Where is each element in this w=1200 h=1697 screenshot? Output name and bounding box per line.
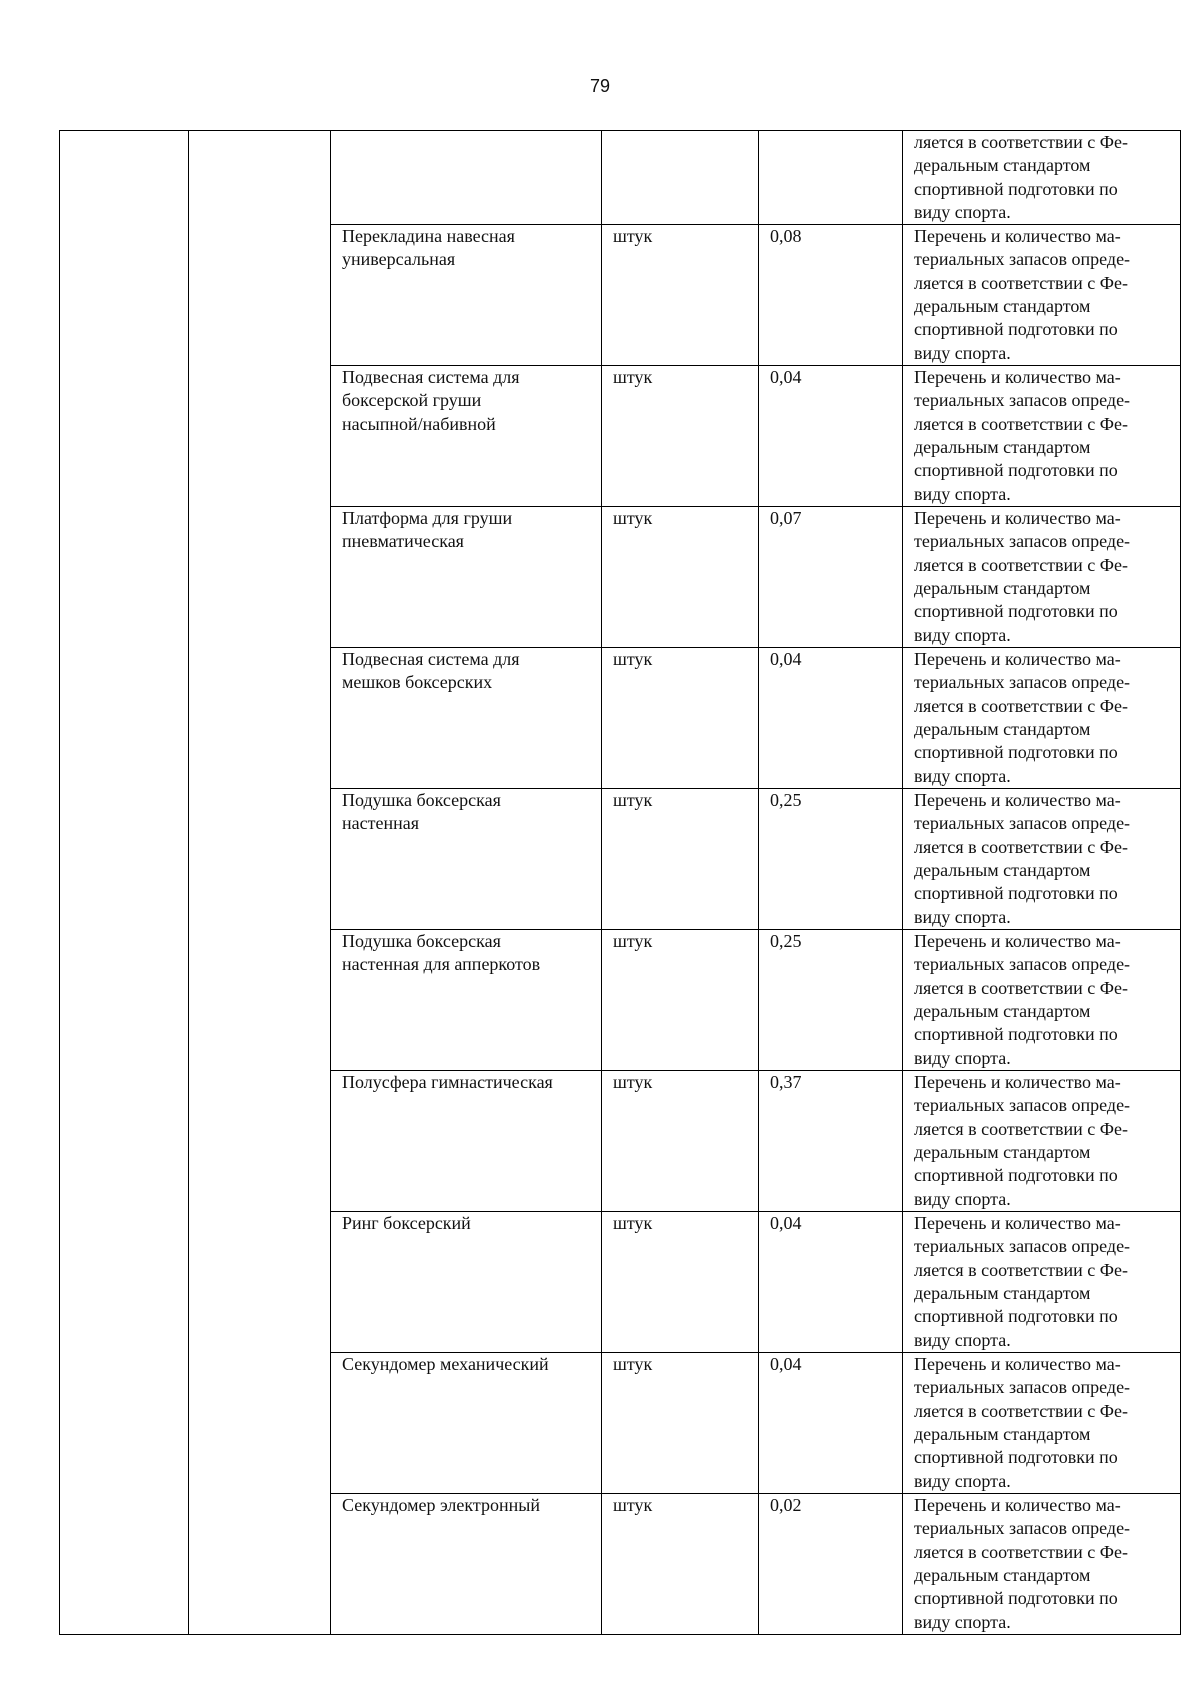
col1-cell bbox=[60, 366, 189, 507]
note-line: териальных запасов опреде- bbox=[914, 954, 1131, 975]
note-line: ляется в соответствии с Фе- bbox=[914, 1118, 1129, 1139]
table-row bbox=[60, 1071, 1181, 1212]
note-line: териальных запасов опреде- bbox=[914, 1518, 1131, 1539]
unit-cell: штук bbox=[602, 507, 759, 648]
name-cell bbox=[331, 131, 602, 225]
note-line: виду спорта. bbox=[914, 1047, 1011, 1068]
note-line: спортивной подготовки по bbox=[914, 1165, 1118, 1186]
note-line: деральным стандартом bbox=[914, 1283, 1091, 1304]
note-line: деральным стандартом bbox=[914, 437, 1091, 458]
note-line: Перечень и количество ма- bbox=[914, 508, 1121, 529]
note-line: Перечень и количество ма- bbox=[914, 1072, 1121, 1093]
value-cell: 0,07 bbox=[759, 507, 903, 648]
item-name-line: Секундомер электронный bbox=[342, 1495, 540, 1516]
note-line: ляется в соответствии с Фе- bbox=[914, 695, 1129, 716]
unit-cell: штук bbox=[602, 1353, 759, 1494]
col1-cell bbox=[60, 1212, 189, 1353]
note-line: деральным стандартом bbox=[914, 1565, 1091, 1586]
note-line: спортивной подготовки по bbox=[914, 1447, 1118, 1468]
item-name-line: Подушка боксерская bbox=[342, 931, 501, 952]
note-line: спортивной подготовки по bbox=[914, 460, 1118, 481]
col1-cell bbox=[60, 648, 189, 789]
table-row bbox=[60, 1353, 1181, 1494]
unit-cell bbox=[602, 131, 759, 225]
value-cell bbox=[759, 131, 903, 225]
item-name-line: мешков боксерских bbox=[342, 672, 493, 693]
col2-cell bbox=[189, 225, 331, 366]
col1-cell bbox=[60, 1494, 189, 1635]
name-cell bbox=[331, 1071, 602, 1212]
note-line: ляется в соответствии с Фе- bbox=[914, 1400, 1129, 1421]
item-name-line: Секундомер механический bbox=[342, 1354, 549, 1375]
note-line: Перечень и количество ма- bbox=[914, 367, 1121, 388]
name-cell bbox=[331, 648, 602, 789]
note-cell bbox=[903, 1353, 1181, 1494]
col2-cell bbox=[189, 789, 331, 930]
col2-cell bbox=[189, 1353, 331, 1494]
table-row bbox=[60, 930, 1181, 1071]
note-line: спортивной подготовки по bbox=[914, 883, 1118, 904]
note-line: ляется в соответствии с Фе- bbox=[914, 977, 1129, 998]
col2-cell bbox=[189, 507, 331, 648]
note-line: Перечень и количество ма- bbox=[914, 649, 1121, 670]
note-line: виду спорта. bbox=[914, 906, 1011, 927]
col1-cell bbox=[60, 131, 189, 225]
note-line: спортивной подготовки по bbox=[914, 601, 1118, 622]
name-cell bbox=[331, 789, 602, 930]
col1-cell bbox=[60, 1071, 189, 1212]
table-row bbox=[60, 1494, 1181, 1635]
unit-cell: штук bbox=[602, 1212, 759, 1353]
name-cell bbox=[331, 1494, 602, 1635]
value-cell: 0,25 bbox=[759, 930, 903, 1071]
note-line: деральным стандартом bbox=[914, 1424, 1091, 1445]
note-line: деральным стандартом bbox=[914, 155, 1091, 176]
note-line: териальных запасов опреде- bbox=[914, 1377, 1131, 1398]
note-line: териальных запасов опреде- bbox=[914, 1095, 1131, 1116]
note-cell bbox=[903, 366, 1181, 507]
note-line: Перечень и количество ма- bbox=[914, 1495, 1121, 1516]
col1-cell bbox=[60, 1353, 189, 1494]
name-cell bbox=[331, 507, 602, 648]
item-name-line: пневматическая bbox=[342, 531, 464, 552]
note-line: Перечень и количество ма- bbox=[914, 226, 1121, 247]
note-line: Перечень и количество ма- bbox=[914, 1354, 1121, 1375]
name-cell bbox=[331, 1353, 602, 1494]
note-line: териальных запасов опреде- bbox=[914, 390, 1131, 411]
unit-cell: штук bbox=[602, 1494, 759, 1635]
name-cell bbox=[331, 1212, 602, 1353]
value-cell: 0,25 bbox=[759, 789, 903, 930]
col2-cell bbox=[189, 1071, 331, 1212]
col2-cell bbox=[189, 131, 331, 225]
note-line: териальных запасов опреде- bbox=[914, 813, 1131, 834]
name-cell bbox=[331, 930, 602, 1071]
item-name-line: Подвесная система для bbox=[342, 367, 520, 388]
table-row bbox=[60, 225, 1181, 366]
note-line: деральным стандартом bbox=[914, 1001, 1091, 1022]
table-row bbox=[60, 1212, 1181, 1353]
col1-cell bbox=[60, 789, 189, 930]
note-cell bbox=[903, 930, 1181, 1071]
note-cell bbox=[903, 1494, 1181, 1635]
col2-cell bbox=[189, 930, 331, 1071]
note-line: виду спорта. bbox=[914, 483, 1011, 504]
value-cell: 0,04 bbox=[759, 366, 903, 507]
note-cell bbox=[903, 1212, 1181, 1353]
col2-cell bbox=[189, 366, 331, 507]
item-name-line: Платформа для груши bbox=[342, 508, 513, 529]
note-line: териальных запасов опреде- bbox=[914, 249, 1131, 270]
note-cell bbox=[903, 789, 1181, 930]
col1-cell bbox=[60, 507, 189, 648]
note-line: виду спорта. bbox=[914, 1470, 1011, 1491]
note-line: ляется в соответствии с Фе- bbox=[914, 272, 1129, 293]
note-line: ляется в соответствии с Фе- bbox=[914, 413, 1129, 434]
item-name-line: Ринг боксерский bbox=[342, 1213, 471, 1234]
note-cell bbox=[903, 131, 1181, 225]
note-line: виду спорта. bbox=[914, 1611, 1011, 1632]
note-line: виду спорта. bbox=[914, 201, 1011, 222]
note-line: деральным стандартом bbox=[914, 578, 1091, 599]
note-line: териальных запасов опреде- bbox=[914, 672, 1131, 693]
name-cell bbox=[331, 225, 602, 366]
item-name-line: универсальная bbox=[342, 249, 456, 270]
note-line: деральным стандартом bbox=[914, 860, 1091, 881]
note-line: спортивной подготовки по bbox=[914, 1306, 1118, 1327]
col1-cell bbox=[60, 225, 189, 366]
col2-cell bbox=[189, 648, 331, 789]
item-name-line: Подушка боксерская bbox=[342, 790, 501, 811]
unit-cell: штук bbox=[602, 648, 759, 789]
note-line: спортивной подготовки по bbox=[914, 1024, 1118, 1045]
note-line: териальных запасов опреде- bbox=[914, 1236, 1131, 1257]
note-line: спортивной подготовки по bbox=[914, 319, 1118, 340]
item-name-line: настенная для апперкотов bbox=[342, 954, 541, 975]
note-cell bbox=[903, 225, 1181, 366]
note-line: ляется в соответствии с Фе- bbox=[914, 132, 1129, 152]
col2-cell bbox=[189, 1494, 331, 1635]
item-name-line: насыпной/набивной bbox=[342, 413, 496, 434]
note-line: Перечень и количество ма- bbox=[914, 931, 1121, 952]
item-name-line: Полусфера гимнастическая bbox=[342, 1072, 553, 1093]
unit-cell: штук bbox=[602, 1071, 759, 1212]
col2-cell bbox=[189, 1212, 331, 1353]
note-line: виду спорта. bbox=[914, 1188, 1011, 1209]
item-name-line: боксерской груши bbox=[342, 390, 482, 411]
value-cell: 0,04 bbox=[759, 1212, 903, 1353]
note-cell bbox=[903, 648, 1181, 789]
note-line: деральным стандартом bbox=[914, 719, 1091, 740]
equipment-table bbox=[59, 130, 1181, 1635]
value-cell: 0,08 bbox=[759, 225, 903, 366]
note-line: ляется в соответствии с Фе- bbox=[914, 1259, 1129, 1280]
table-row bbox=[60, 789, 1181, 930]
note-line: спортивной подготовки по bbox=[914, 742, 1118, 763]
col1-cell bbox=[60, 930, 189, 1071]
table-row bbox=[60, 366, 1181, 507]
table-row bbox=[60, 507, 1181, 648]
unit-cell: штук bbox=[602, 366, 759, 507]
note-line: Перечень и количество ма- bbox=[914, 1213, 1121, 1234]
note-line: виду спорта. bbox=[914, 624, 1011, 645]
note-line: ляется в соответствии с Фе- bbox=[914, 554, 1129, 575]
value-cell: 0,04 bbox=[759, 1353, 903, 1494]
note-line: виду спорта. bbox=[914, 765, 1011, 786]
unit-cell: штук bbox=[602, 930, 759, 1071]
note-line: териальных запасов опреде- bbox=[914, 531, 1131, 552]
name-cell bbox=[331, 366, 602, 507]
note-line: деральным стандартом bbox=[914, 296, 1091, 317]
page-number: 79 bbox=[589, 76, 611, 96]
value-cell: 0,02 bbox=[759, 1494, 903, 1635]
table-row-continued bbox=[60, 131, 1181, 225]
item-name-line: настенная bbox=[342, 813, 420, 834]
note-line: Перечень и количество ма- bbox=[914, 790, 1121, 811]
table-body bbox=[60, 131, 1181, 1635]
note-line: спортивной подготовки по bbox=[914, 1588, 1118, 1609]
note-line: виду спорта. bbox=[914, 1329, 1011, 1350]
item-name-line: Перекладина навесная bbox=[342, 226, 515, 247]
value-cell: 0,37 bbox=[759, 1071, 903, 1212]
note-line: спортивной подготовки по bbox=[914, 178, 1118, 199]
note-cell bbox=[903, 1071, 1181, 1212]
note-cell bbox=[903, 507, 1181, 648]
note-line: виду спорта. bbox=[914, 342, 1011, 363]
note-line: ляется в соответствии с Фе- bbox=[914, 1541, 1129, 1562]
note-line: ляется в соответствии с Фе- bbox=[914, 836, 1129, 857]
unit-cell: штук bbox=[602, 789, 759, 930]
item-name-line: Подвесная система для bbox=[342, 649, 520, 670]
note-line: деральным стандартом bbox=[914, 1142, 1091, 1163]
unit-cell: штук bbox=[602, 225, 759, 366]
table-row bbox=[60, 648, 1181, 789]
value-cell: 0,04 bbox=[759, 648, 903, 789]
